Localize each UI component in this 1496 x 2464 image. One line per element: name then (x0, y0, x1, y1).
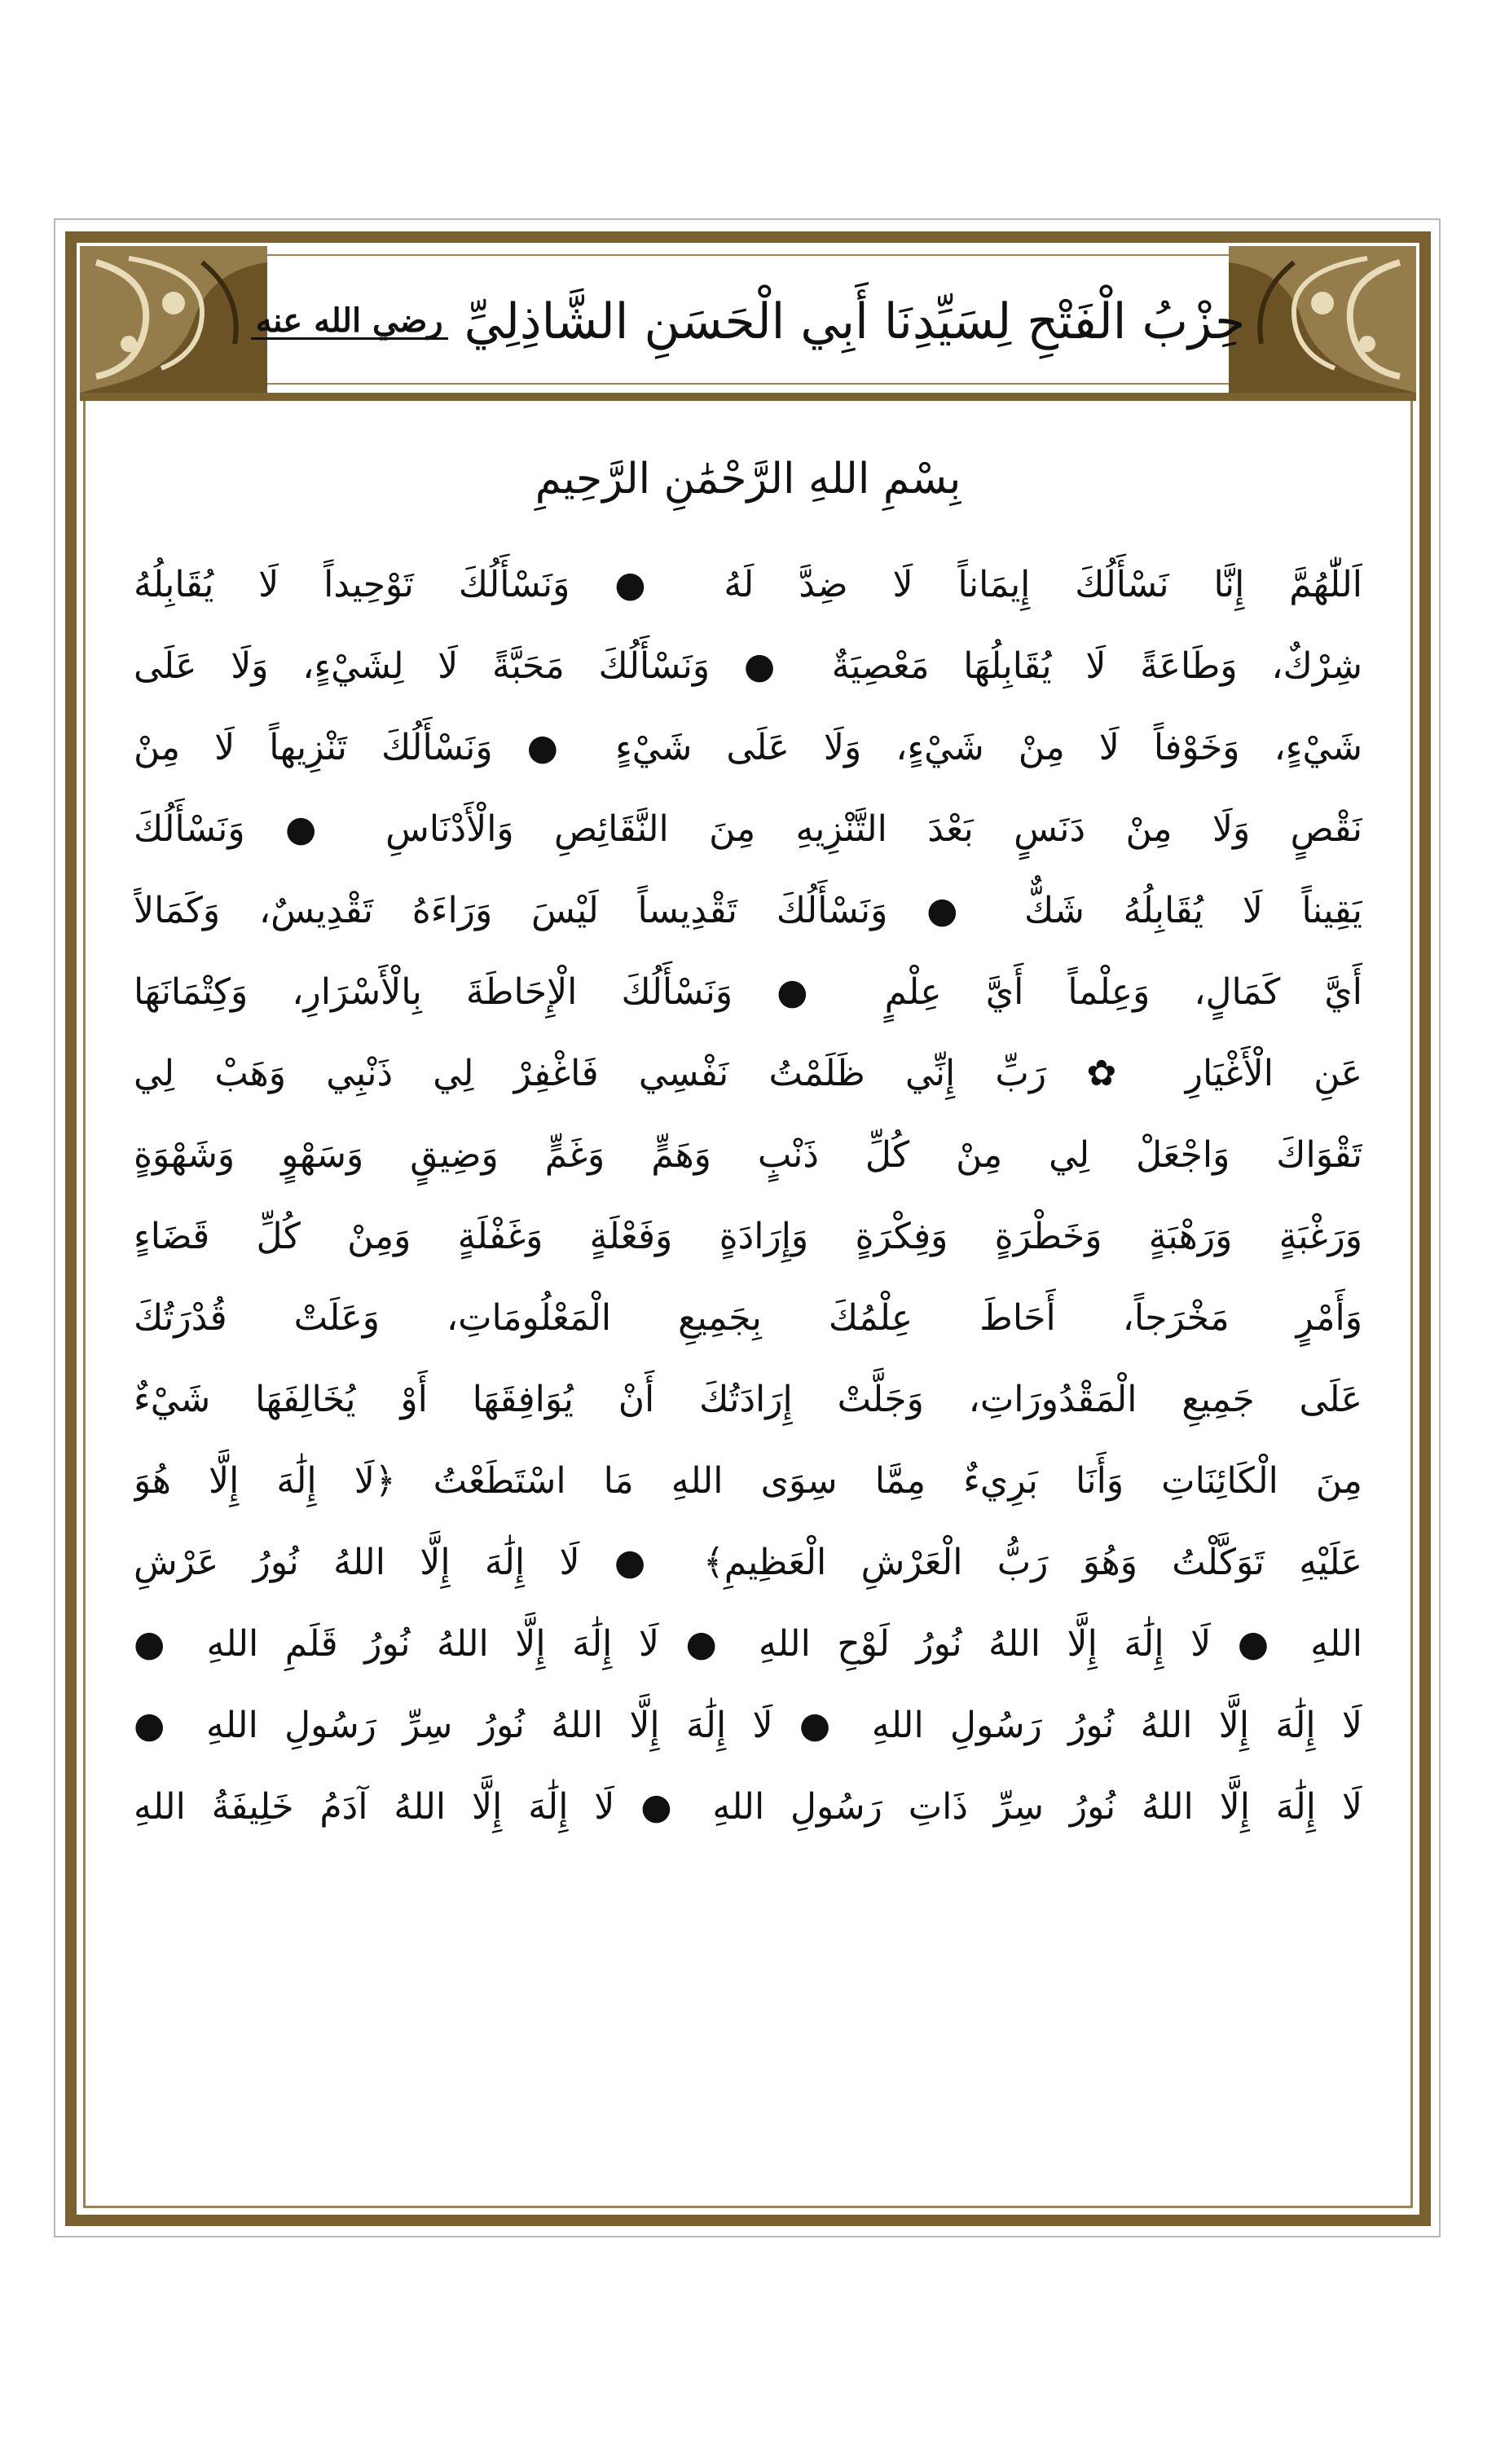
text-line: عَلَيْهِ تَوَكَّلْتُ وَهُوَ رَبُّ الْعَرْشِ الْعَظِيمِ﴾ ● لَا إِلَٰهَ إِلَّا اللهُ نُورُ عَرْشِ (134, 1542, 1362, 1583)
text-line: لَا إِلَٰهَ إِلَّا اللهُ نُورُ سِرِّ ذَاتِ رَسُولِ اللهِ ● لَا إِلَٰهَ إِلَّا اللهُ آدَمُ خَلِيفَةُ اللهِ (134, 1786, 1362, 1828)
decorative-frame (65, 231, 1431, 2226)
text-line: اللهِ ● لَا إِلَٰهَ إِلَّا اللهُ نُورُ لَوْحِ اللهِ ● لَا إِلَٰهَ إِلَّا اللهُ نُورُ قَلَمِ اللهِ ● (134, 1623, 1362, 1665)
text-line: يَقِيناً لَا يُقَابِلُهُ شَكٌّ ● وَنَسْأَلُكَ تَقْدِيساً لَيْسَ وَرَاءَهُ تَقْدِيسٌ، وَكَمَالاً (134, 890, 1362, 931)
text-line: تَقْوَاكَ وَاجْعَلْ لِي مِنْ كُلِّ ذَنْبٍ وَهَمٍّ وَغَمٍّ وَضِيقٍ وَسَهْوٍ وَشَهْوَةٍ (134, 1134, 1362, 1176)
text-line: نَقْصٍ وَلَا مِنْ دَنَسٍ بَعْدَ التَّنْزِيهِ مِنَ النَّقَائِصِ وَالْأَدْنَاسِ ● وَنَسْأَلُكَ (134, 808, 1362, 850)
text-line: شَيْءٍ، وَخَوْفاً لَا مِنْ شَيْءٍ، وَلَا عَلَى شَيْءٍ ● وَنَسْأَلُكَ تَنْزِيهاً لَا مِنْ (134, 727, 1362, 768)
basmala-text: بِسْمِ اللهِ الرَّحْمَٰنِ الرَّحِيمِ (535, 455, 961, 504)
text-line: وَأَمْرٍ مَخْرَجاً، أَحَاطَ عِلْمُكَ بِجَمِيعِ الْمَعْلُومَاتِ، وَعَلَتْ قُدْرَتُكَ (134, 1297, 1362, 1339)
text-line: شِرْكٌ، وَطَاعَةً لَا يُقَابِلُهَا مَعْصِيَةٌ ● وَنَسْأَلُكَ مَحَبَّةً لَا لِشَيْءٍ، وَلَا عَلَى (134, 645, 1362, 687)
text-line: أَيَّ كَمَالٍ، وَعِلْماً أَيَّ عِلْمٍ ● وَنَسْأَلُكَ الْإِحَاطَةَ بِالْأَسْرَارِ، وَكِتْمَانَهَا (134, 971, 1362, 1013)
arabesque-corner-left-icon (80, 246, 267, 393)
title-seal: رضي الله عنه (251, 305, 448, 340)
title-text: حِزْبُ الْفَتْحِ لِسَيِّدِنَا أَبِي الْحَسَنِ الشَّاذِلِيِّ (464, 293, 1246, 350)
basmala (240, 430, 1256, 528)
title-header (80, 246, 1416, 401)
prayer-text-body (134, 544, 1362, 1848)
text-line: لَا إِلَٰهَ إِلَّا اللهُ نُورُ رَسُولِ اللهِ ● لَا إِلَٰهَ إِلَّا اللهُ نُورُ سِرِّ رَسُولِ اللهِ ● (134, 1705, 1362, 1746)
text-line: عَلَى جَمِيعِ الْمَقْدُورَاتِ، وَجَلَّتْ إِرَادَتُكَ أَنْ يُوَافِقَهَا أَوْ يُخَالِفَهَا شَيْءٌ (134, 1379, 1362, 1420)
prayer-title (255, 261, 1246, 383)
arabesque-corner-right-icon (1229, 246, 1416, 393)
text-line: اَللّٰهُمَّ إِنَّا نَسْأَلُكَ إِيمَاناً لَا ضِدَّ لَهُ ● وَنَسْأَلُكَ تَوْحِيداً لَا يُقَابِلُهُ (134, 564, 1362, 605)
text-line: عَنِ الْأَغْيَارِ ✿ رَبِّ إِنِّي ظَلَمْتُ نَفْسِي فَاغْفِرْ لِي ذَنْبِي وَهَبْ لِي (134, 1053, 1362, 1094)
text-line: وَرَغْبَةٍ وَرَهْبَةٍ وَخَطْرَةٍ وَفِكْرَةٍ وَإِرَادَةٍ وَفَعْلَةٍ وَغَفْلَةٍ وَمِنْ كُلِّ قَضَاءٍ (134, 1216, 1362, 1257)
text-line: مِنَ الْكَائِنَاتِ وَأَنَا بَرِيءٌ مِمَّا سِوَى اللهِ مَا اسْتَطَعْتُ ﴿لَا إِلَٰهَ إِلَّا هُوَ (134, 1460, 1362, 1502)
